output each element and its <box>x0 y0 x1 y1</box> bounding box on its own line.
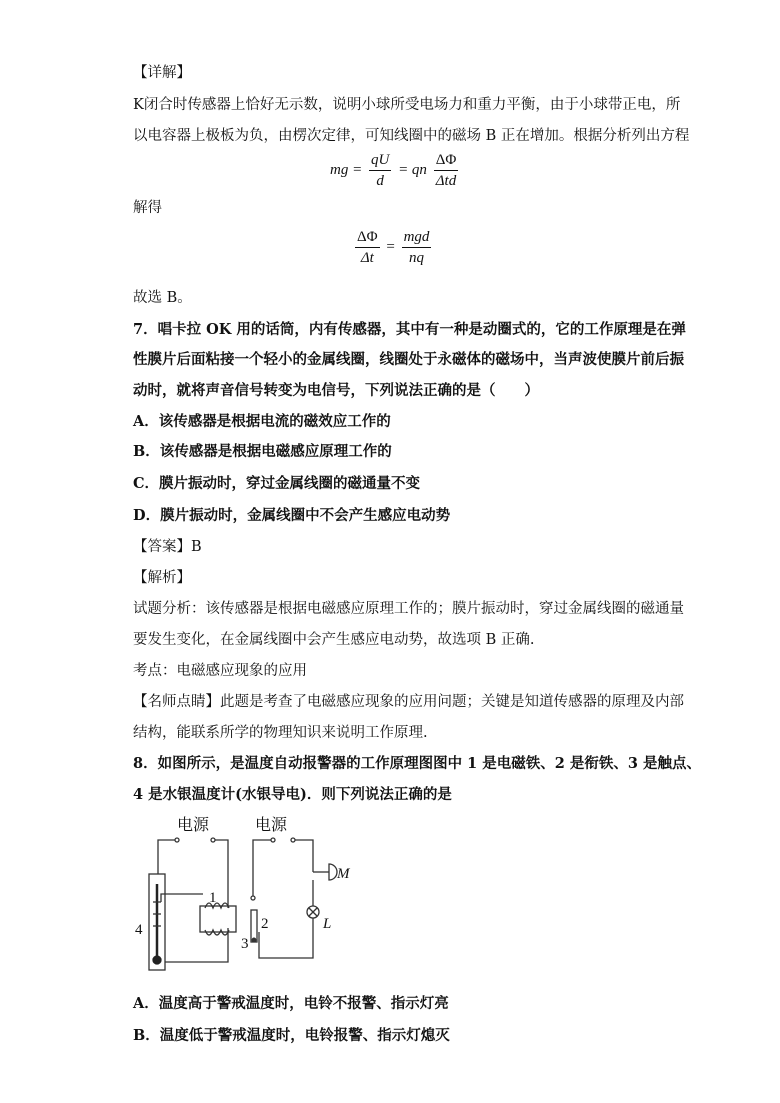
q7-analysis-line: 要发生变化，在金属线圈中会产生感应电动势，故选项 B 正确. <box>133 632 535 648</box>
q7-answer: 【答案】B <box>133 539 202 555</box>
left-circuit-wire <box>158 840 177 874</box>
eq1-f2-denominator: Δtd <box>435 173 457 189</box>
eq2-fraction-2 <box>402 227 432 268</box>
eq1-mid: = qn <box>398 161 427 178</box>
q7-option-d: D．膜片振动时，金属线圈中不会产生感应电动势 <box>133 507 451 524</box>
left-circuit-wire <box>165 928 228 962</box>
electromagnet-coil <box>205 903 229 935</box>
q7-option-b: B．该传感器是根据电磁感应原理工作的 <box>133 443 392 460</box>
right-circuit-wire <box>293 840 313 862</box>
q7-teacher-note: 【名师点睛】此题是考查了电磁感应现象的应用问题；关键是知道传感器的原理及内部 <box>133 694 684 710</box>
label-1: 1 <box>209 890 217 906</box>
power-label-left: 电源 <box>177 815 210 834</box>
eq2-f1-denominator: Δt <box>360 250 374 266</box>
eq1-fraction-1 <box>369 150 391 191</box>
eq1-f1-denominator: d <box>376 173 384 189</box>
contact-point <box>252 938 256 942</box>
equation-1 <box>330 150 461 191</box>
q8-stem-line: 4 是水银温度计(水银导电)．则下列说法正确的是 <box>133 786 452 803</box>
label-M: M <box>337 866 350 882</box>
circuit-diagram <box>133 810 353 978</box>
label-4: 4 <box>135 922 143 938</box>
eq1-fraction-2 <box>434 150 459 191</box>
paragraph-line: K闭合时传感器上恰好无示数，说明小球所受电场力和重力平衡，由于小球带正电，所 <box>133 97 681 113</box>
q7-analysis-header: 【解析】 <box>133 570 191 586</box>
eq2-f2-denominator: nq <box>409 250 425 266</box>
eq1-lhs: mg = <box>330 161 363 178</box>
label-3: 3 <box>241 936 249 952</box>
thermometer-bulb <box>153 956 161 964</box>
q7-stem-line: 7．唱卡拉 OK 用的话筒，内有传感器，其中有一种是动圈式的，它的工作原理是在弹 <box>133 321 686 338</box>
armature <box>251 910 257 942</box>
eq1-f2-numerator: ΔΦ <box>434 150 459 171</box>
power-label-right: 电源 <box>255 815 288 834</box>
paragraph-line: 以电容器上极板为负，由楞次定律，可知线圈中的磁场 B 正在增加。根据分析列出方程 <box>133 128 690 144</box>
q7-stem-line: 动时，就将声音信号转变为电信号，下列说法正确的是（ ） <box>133 382 539 399</box>
q8-option-a: A．温度高于警戒温度时，电铃不报警、指示灯亮 <box>133 995 449 1012</box>
electromagnet-core <box>200 906 236 932</box>
q7-teacher-note: 结构，能联系所学的物理知识来说明工作原理. <box>133 725 428 741</box>
q7-option-a: A．该传感器是根据电流的磁效应工作的 <box>133 413 391 430</box>
bell-M <box>329 864 337 880</box>
left-circuit-wire <box>161 894 203 902</box>
q8-stem-line: 8．如图所示，是温度自动报警器的工作原理图图中 1 是电磁铁、2 是衔铁、3 是触点、 <box>133 755 702 772</box>
right-circuit-wire <box>253 840 273 898</box>
label-2: 2 <box>261 916 269 932</box>
detail-header: 【详解】 <box>133 65 191 81</box>
eq2-fraction-1 <box>355 227 380 268</box>
eq2-f1-numerator: ΔΦ <box>355 227 380 248</box>
choose-b: 故选 B。 <box>133 290 192 306</box>
q7-stem-line: 性膜片后面粘接一个轻小的金属线圈，线圈处于永磁体的磁场中，当声波使膜片前后振 <box>133 351 684 368</box>
q8-option-b: B．温度低于警戒温度时，电铃报警、指示灯熄灭 <box>133 1027 450 1044</box>
jiede-label: 解得 <box>133 200 162 216</box>
eq1-f1-numerator: qU <box>369 150 391 171</box>
label-L: L <box>323 916 332 932</box>
q7-option-c: C．膜片振动时，穿过金属线圈的磁通量不变 <box>133 475 421 492</box>
q7-analysis-line: 试题分析：该传感器是根据电磁感应原理工作的；膜片振动时，穿过金属线圈的磁通量 <box>133 601 684 617</box>
q7-kaodian: 考点：电磁感应现象的应用 <box>133 663 307 679</box>
eq2-f2-numerator: mgd <box>402 227 432 248</box>
eq2-equals: = <box>386 238 395 255</box>
equation-2 <box>352 227 434 268</box>
